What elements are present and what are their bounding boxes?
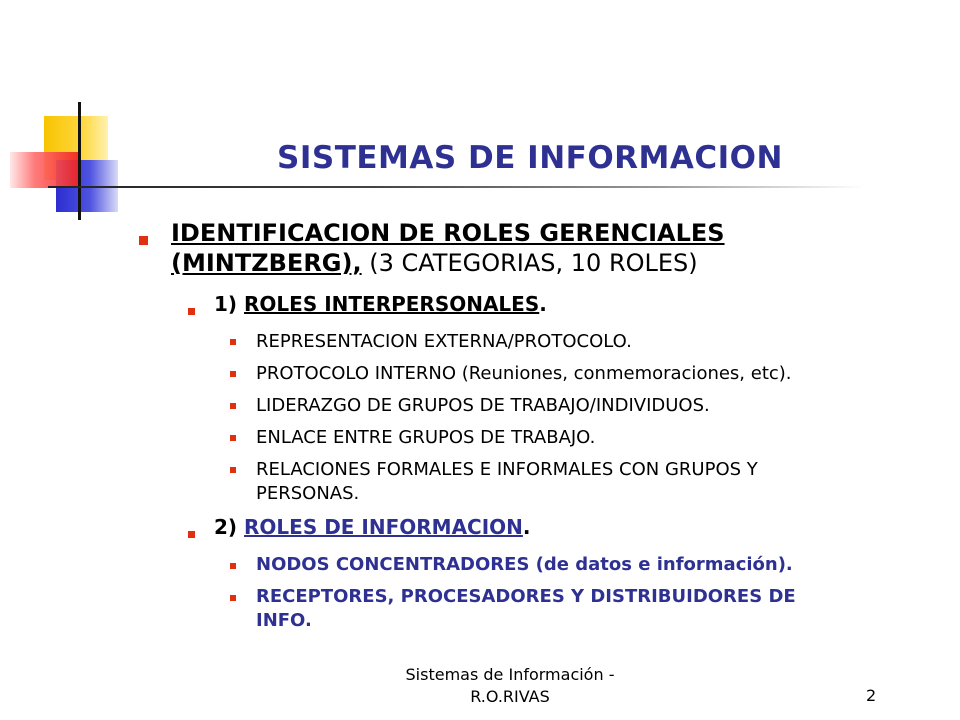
list-item: NODOS CONCENTRADORES (de datos e información). [256,554,793,575]
heading-rest: (3 CATEGORIAS, 10 ROLES) [369,249,698,277]
page-number: 2 [866,686,877,705]
heading-underlined-line2: (MINTZBERG), [171,249,362,277]
section1-suffix: . [539,292,547,316]
bullet-icon [230,435,236,441]
section2-title: ROLES DE INFORMACION [244,515,523,539]
bullet-icon [230,563,236,569]
list-item: LIDERAZGO DE GRUPOS DE TRABAJO/INDIVIDUOS. [256,395,710,416]
bullet-icon [230,371,236,377]
section1-heading [214,292,547,316]
section1-prefix: 1) [214,292,238,316]
bullet-icon [188,531,195,538]
slide-title: SISTEMAS DE INFORMACION [277,140,783,176]
list-item: ENLACE ENTRE GRUPOS DE TRABAJO. [256,427,596,448]
footer-line2: R.O.RIVAS [470,687,550,706]
list-item: RECEPTORES, PROCESADORES Y DISTRIBUIDORES DE [256,586,796,607]
bullet-icon [139,236,148,245]
title-underline-rule [48,186,864,188]
list-item-continuation: PERSONAS. [256,483,360,504]
list-item-continuation: INFO. [256,610,312,631]
bullet-icon [188,308,195,315]
section2-heading [214,515,531,539]
list-item: PROTOCOLO INTERNO (Reuniones, conmemoraciones, etc). [256,363,792,384]
list-item: REPRESENTACION EXTERNA/PROTOCOLO. [256,331,632,352]
bullet-icon [230,467,236,473]
bullet-icon [230,339,236,345]
main-heading [171,218,891,278]
section2-prefix: 2) [214,515,238,539]
section1-title: ROLES INTERPERSONALES [244,292,540,316]
heading-underlined: IDENTIFICACION DE ROLES GERENCIALES [171,219,725,247]
section2-suffix: . [522,515,531,539]
bullet-icon [230,595,236,601]
bullet-icon [230,403,236,409]
list-item: RELACIONES FORMALES E INFORMALES CON GRUPOS Y [256,459,758,480]
footer-text [340,664,680,708]
footer-line1: Sistemas de Información - [405,665,615,684]
